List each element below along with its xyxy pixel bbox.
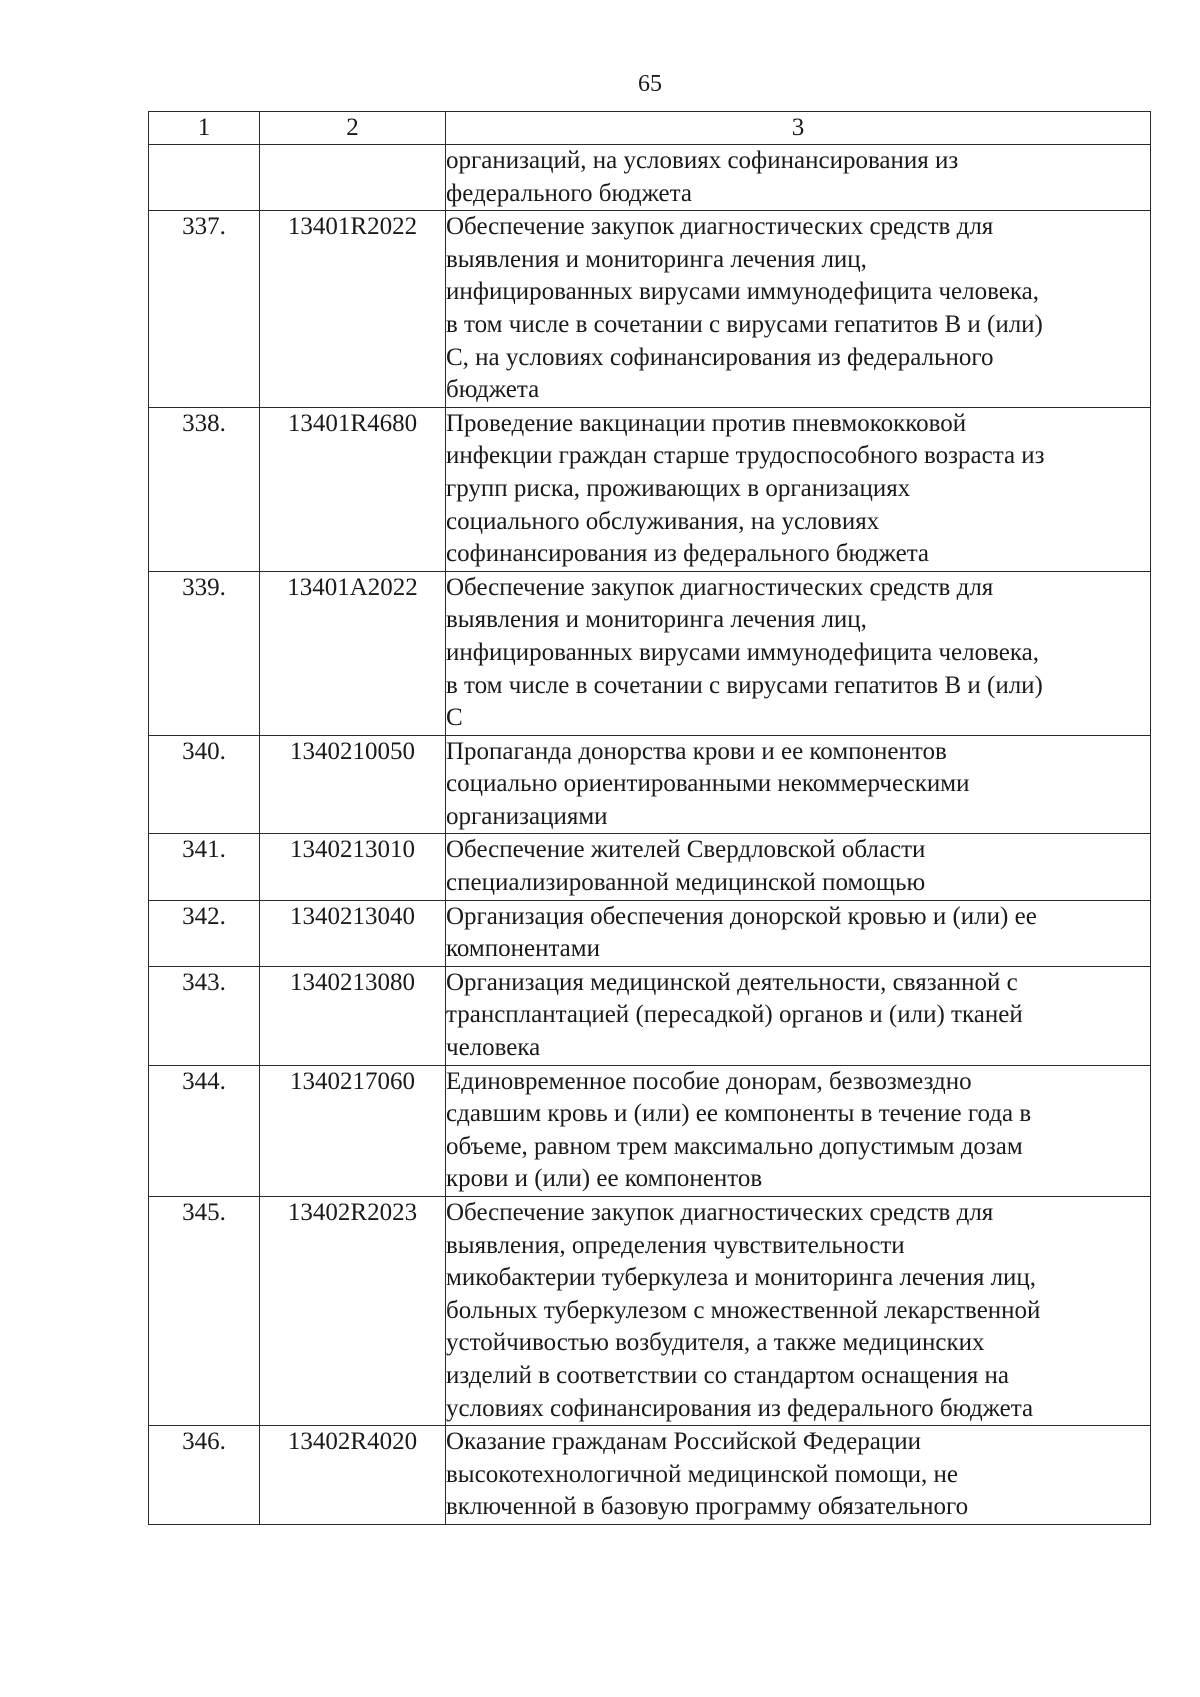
description-line: Проведение вакцинации против пневмококковой: [446, 409, 967, 437]
description-line: выявления и мониторинга лечения лиц,: [446, 606, 867, 634]
description-line: Единовременное пособие донорам, безвозмездно: [446, 1067, 972, 1095]
row-number-cell: 343.: [149, 966, 260, 1065]
table-row: [149, 145, 1151, 211]
target-code-cell: 13402R4020: [260, 1426, 446, 1525]
description-cell: [446, 145, 1151, 211]
table-row: [149, 1197, 1151, 1426]
description-line: выявления, определения чувствительности: [446, 1231, 905, 1259]
description-line: Организация медицинской деятельности, связанной с: [446, 968, 1018, 996]
description-line: инфекции граждан старше трудоспособного возраста из: [446, 442, 1045, 470]
description-line: федерального бюджета: [446, 179, 692, 207]
description-cell: [446, 211, 1151, 408]
description-line: инфицированных вирусами иммунодефицита человека,: [446, 278, 1039, 306]
target-code-cell: [260, 145, 446, 211]
row-number-cell: 342.: [149, 900, 260, 966]
description-cell: [446, 1065, 1151, 1196]
target-code-cell: 1340213010: [260, 834, 446, 900]
description-line: условиях софинансирования из федерального бюджета: [446, 1394, 1034, 1422]
description-line: С: [446, 704, 463, 732]
description-line: человека: [446, 1034, 541, 1062]
column-header-1: 1: [149, 112, 260, 145]
description-line: устойчивостью возбудителя, а также медицинских: [446, 1329, 985, 1357]
description-line: Обеспечение закупок диагностических средств для: [446, 573, 994, 601]
target-code-cell: 1340213080: [260, 966, 446, 1065]
description-line: бюджета: [446, 376, 540, 404]
table-body: [149, 145, 1151, 1525]
description-line: изделий в соответствии со стандартом оснащения на: [446, 1361, 1010, 1389]
description-line: специализированной медицинской помощью: [446, 869, 926, 897]
table-row: [149, 1426, 1151, 1525]
row-number-cell: 338.: [149, 407, 260, 571]
column-header-2: 2: [260, 112, 446, 145]
target-code-cell: 13401R4680: [260, 407, 446, 571]
description-line: социального обслуживания, на условиях: [446, 507, 880, 535]
description-cell: [446, 1197, 1151, 1426]
row-number-cell: [149, 145, 260, 211]
column-header-3: 3: [446, 112, 1151, 145]
budget-classification-table: [148, 111, 1151, 1525]
description-cell: [446, 966, 1151, 1065]
description-line: Организация обеспечения донорской кровью и (или) ее: [446, 902, 1037, 930]
row-number-cell: 346.: [149, 1426, 260, 1525]
description-line: инфицированных вирусами иммунодефицита человека,: [446, 638, 1039, 666]
table-row: [149, 900, 1151, 966]
description-line: сдавшим кровь и (или) ее компоненты в течение года в: [446, 1100, 1032, 1128]
description-line: организаций, на условиях софинансирования из: [446, 147, 959, 174]
row-number-cell: 345.: [149, 1197, 260, 1426]
description-cell: [446, 571, 1151, 735]
description-line: больных туберкулезом с множественной лекарственной: [446, 1296, 1041, 1324]
target-code-cell: 1340213040: [260, 900, 446, 966]
row-number-cell: 344.: [149, 1065, 260, 1196]
description-cell: [446, 834, 1151, 900]
description-line: Оказание гражданам Российской Федерации: [446, 1428, 921, 1456]
row-number-cell: 337.: [149, 211, 260, 408]
description-cell: [446, 900, 1151, 966]
description-line: Обеспечение жителей Свердловской области: [446, 836, 926, 864]
description-line: объеме, равном трем максимально допустимым дозам: [446, 1132, 1023, 1160]
target-code-cell: 1340217060: [260, 1065, 446, 1196]
table-row: [149, 834, 1151, 900]
description-cell: [446, 407, 1151, 571]
description-line: софинансирования из федерального бюджета: [446, 540, 930, 568]
description-line: групп риска, проживающих в организациях: [446, 474, 911, 502]
table-row: [149, 407, 1151, 571]
description-line: высокотехнологичной медицинской помощи, не: [446, 1460, 958, 1488]
description-line: организациями: [446, 802, 608, 830]
description-line: Обеспечение закупок диагностических средств для: [446, 213, 994, 241]
description-line: включенной в базовую программу обязательного: [446, 1493, 969, 1521]
description-line: крови и (или) ее компонентов: [446, 1165, 763, 1193]
description-line: в том числе в сочетании с вирусами гепатитов В и (или): [446, 310, 1043, 338]
description-line: социально ориентированными некоммерческими: [446, 770, 970, 798]
description-line: в том числе в сочетании с вирусами гепатитов В и (или): [446, 671, 1043, 699]
description-cell: [446, 1426, 1151, 1525]
description-line: Обеспечение закупок диагностических средств для: [446, 1199, 994, 1226]
row-number-cell: 341.: [149, 834, 260, 900]
table-row: [149, 966, 1151, 1065]
target-code-cell: 13401A2022: [260, 571, 446, 735]
description-line: микобактерии туберкулеза и мониторинга лечения лиц,: [446, 1264, 1037, 1292]
description-line: компонентами: [446, 935, 600, 963]
description-cell: [446, 735, 1151, 834]
page-number: 65: [638, 71, 662, 97]
target-code-cell: 13401R2022: [260, 211, 446, 408]
description-line: выявления и мониторинга лечения лиц,: [446, 245, 867, 273]
description-line: трансплантацией (пересадкой) органов и (или) тканей: [446, 1001, 1023, 1029]
description-line: Пропаганда донорства крови и ее компонентов: [446, 737, 947, 765]
target-code-cell: 1340210050: [260, 735, 446, 834]
table-header-row: [149, 112, 1151, 145]
table-row: [149, 735, 1151, 834]
table-row: [149, 571, 1151, 735]
description-line: С, на условиях софинансирования из федерального: [446, 343, 994, 371]
row-number-cell: 340.: [149, 735, 260, 834]
row-number-cell: 339.: [149, 571, 260, 735]
table-row: [149, 211, 1151, 408]
table-row: [149, 1065, 1151, 1196]
target-code-cell: 13402R2023: [260, 1197, 446, 1426]
